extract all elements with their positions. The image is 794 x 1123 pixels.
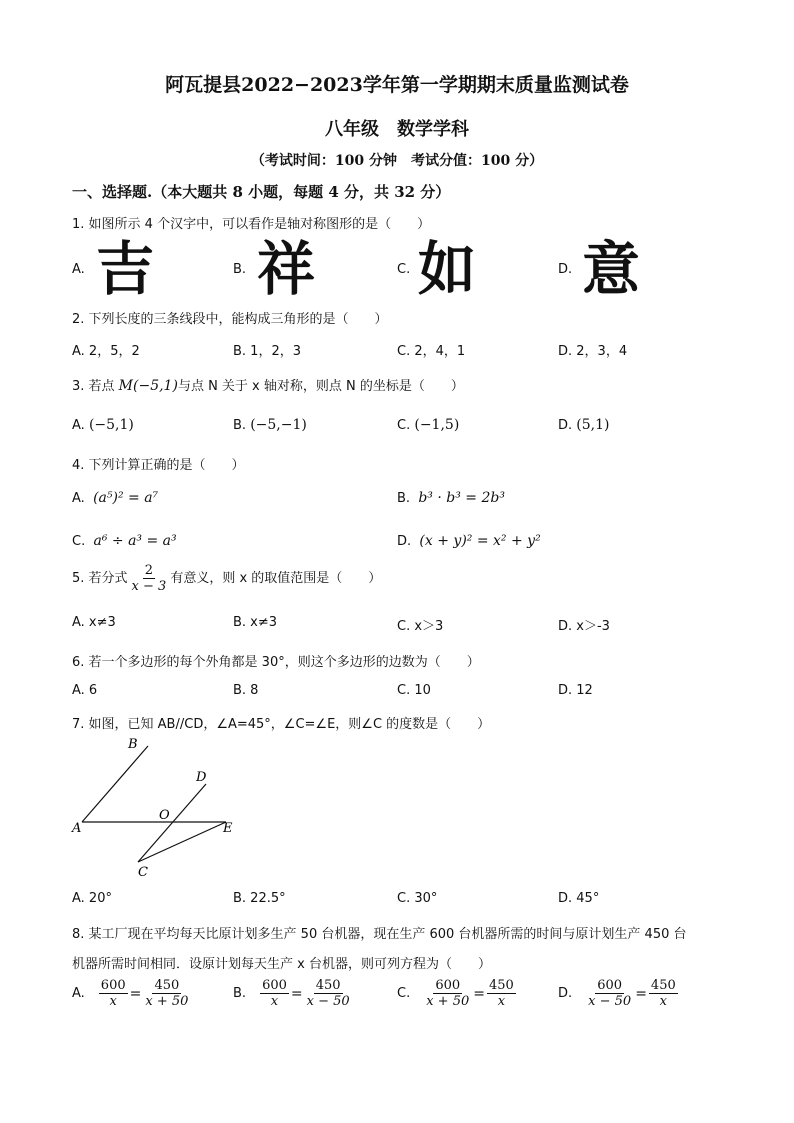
- q3-option-d: [558, 417, 610, 433]
- exam-info: （考试时间：100 分钟 考试分值：100 分）: [250, 153, 544, 169]
- denominator: x: [497, 994, 506, 1009]
- q7-option-c: C. 30°: [397, 891, 438, 906]
- q4-option-a-expr: (a⁵)² = a⁷: [93, 490, 159, 506]
- question-3-stem: [72, 375, 464, 394]
- q8-option-d: [558, 978, 680, 1009]
- segment-ce: [138, 822, 226, 862]
- equals-sign: =: [473, 985, 485, 1002]
- q4-option-d-expr: (x + y)² = x² + y²: [419, 533, 541, 549]
- q5-stem-end: 有意义，则 x 的取值范围是（ ）: [170, 571, 382, 586]
- numerator: 450: [488, 978, 514, 993]
- q8-option-a: [72, 978, 192, 1009]
- q5-fraction-numerator: 2: [144, 563, 154, 578]
- q1-option-a-char: 吉: [96, 235, 155, 303]
- numerator: 600: [435, 978, 461, 993]
- q1-option-a-label: A.: [72, 262, 85, 277]
- question-6-stem: 6. 若一个多边形的每个外角都是 30°，则这个多边形的边数为（ ）: [72, 655, 480, 670]
- q2-option-d: D. 2，3，4: [558, 344, 628, 359]
- q4-option-b-label: B.: [397, 491, 411, 506]
- q3-stem-end: 与点 N 关于 x 轴对称，则点 N 的坐标是（ ）: [177, 379, 464, 394]
- q1-option-c-char: 如: [418, 235, 477, 303]
- q3-option-b: [233, 417, 307, 433]
- q5-fraction: [130, 563, 169, 594]
- question-5-stem: [72, 563, 381, 594]
- label-a: A: [72, 821, 82, 836]
- q3-option-a-label: A.: [72, 418, 85, 433]
- question-4-stem: 4. 下列计算正确的是（ ）: [72, 458, 245, 473]
- question-2-stem: 2. 下列长度的三条线段中，能构成三角形的是（ ）: [72, 312, 388, 327]
- q8-a-left-fraction: [99, 978, 128, 1009]
- numerator: 600: [262, 978, 287, 993]
- q1-option-b-char: 祥: [257, 235, 316, 303]
- q1-option-b-label: B.: [233, 262, 247, 277]
- q8-option-d-label: D.: [558, 986, 573, 1001]
- q3-option-c-value: (−1,5): [414, 417, 460, 433]
- q4-option-c-expr: a⁶ ÷ a³ = a³: [93, 533, 177, 549]
- q3-option-a: [72, 417, 134, 433]
- question-7-stem: 7. 如图，已知 AB//CD，∠A=45°，∠C=∠E，则∠C 的度数是（ ）: [72, 717, 491, 732]
- q8-option-c: [397, 978, 518, 1009]
- q6-option-d: D. 12: [558, 683, 593, 698]
- q6-option-b: B. 8: [233, 683, 259, 698]
- numerator: 450: [154, 978, 180, 993]
- q6-option-c: C. 10: [397, 683, 431, 698]
- exam-subtitle: 八年级 数学学科: [325, 119, 469, 140]
- denominator: x: [109, 994, 117, 1009]
- q7-option-b: B. 22.5°: [233, 891, 286, 906]
- q8-option-a-label: A.: [72, 986, 85, 1001]
- q3-option-d-label: D.: [558, 418, 573, 433]
- q2-option-b: B. 1，2，3: [233, 344, 301, 359]
- q2-option-c: C. 2，4，1: [397, 344, 466, 359]
- q5-option-c: C. x＞3: [397, 619, 444, 634]
- q3-option-b-value: (−5,−1): [250, 417, 307, 433]
- denominator: x − 50: [306, 994, 350, 1009]
- question-1-stem: 1. 如图所示 4 个汉字中，可以看作是轴对称图形的是（ ）: [72, 217, 431, 232]
- q7-geometry-figure: [60, 732, 260, 882]
- q8-c-right-fraction: [487, 978, 516, 1009]
- q7-option-a: A. 20°: [72, 891, 112, 906]
- q4-option-d: [397, 533, 541, 549]
- q8-d-right-fraction: [649, 978, 678, 1009]
- q4-option-a: [72, 490, 158, 506]
- q3-point-m: M(−5,1): [118, 378, 178, 394]
- numerator: 600: [100, 978, 126, 993]
- q1-option-d-char: 意: [582, 235, 641, 303]
- denominator: x − 50: [588, 994, 632, 1009]
- q8-a-right-fraction: [143, 978, 190, 1009]
- q5-fraction-denominator: x − 3: [131, 579, 167, 594]
- q2-option-a: A. 2，5，2: [72, 344, 140, 359]
- q4-option-c: [72, 533, 177, 549]
- q6-option-a: A. 6: [72, 683, 98, 698]
- label-b: B: [128, 737, 138, 752]
- numerator: 450: [315, 978, 341, 993]
- q3-option-a-value: (−5,1): [88, 417, 134, 433]
- section-heading: 一、选择题.（本大题共 8 小题，每题 4 分，共 32 分）: [72, 183, 451, 201]
- label-d: D: [196, 770, 207, 785]
- q3-option-b-label: B.: [233, 418, 247, 433]
- segment-ab: [82, 746, 148, 822]
- q8-c-left-fraction: [424, 978, 471, 1009]
- numerator: 450: [650, 978, 676, 993]
- q3-option-c: [397, 417, 459, 433]
- q8-b-right-fraction: [305, 978, 352, 1009]
- q7-option-d: D. 45°: [558, 891, 600, 906]
- denominator: x + 50: [145, 994, 189, 1009]
- label-o: O: [159, 808, 170, 823]
- question-8-stem-line2: 机器所需时间相同．设原计划每天生产 x 台机器，则可列方程为（ ）: [72, 957, 491, 972]
- q8-option-c-label: C.: [397, 986, 411, 1001]
- q4-option-a-label: A.: [72, 491, 85, 506]
- q5-option-d: D. x＞-3: [558, 619, 610, 634]
- q5-option-b: B. x≠3: [233, 615, 278, 630]
- denominator: x + 50: [426, 994, 470, 1009]
- equals-sign: =: [635, 985, 647, 1002]
- equals-sign: =: [290, 985, 303, 1002]
- question-8-stem-line1: 8. 某工厂现在平均每天比原计划多生产 50 台机器，现在生产 600 台机器所需的时间与原计划生产 450 台: [72, 927, 687, 942]
- q5-stem-start: 5. 若分式: [72, 571, 128, 586]
- q3-stem-start: 3. 若点: [72, 379, 119, 394]
- numerator: 600: [597, 978, 623, 993]
- q4-option-b-expr: b³ · b³ = 2b³: [418, 490, 505, 506]
- q1-option-d-label: D.: [558, 262, 573, 277]
- q4-option-d-label: D.: [397, 534, 412, 549]
- q8-option-b-label: B.: [233, 986, 247, 1001]
- q1-option-c-label: C.: [397, 262, 411, 277]
- label-c: C: [138, 865, 148, 880]
- denominator: x: [270, 994, 279, 1009]
- label-e: E: [223, 821, 233, 836]
- q3-option-c-label: C.: [397, 418, 411, 433]
- equals-sign: =: [129, 985, 142, 1002]
- q4-option-c-label: C.: [72, 534, 86, 549]
- q3-option-d-value: (5,1): [576, 417, 610, 433]
- q8-d-left-fraction: [586, 978, 633, 1009]
- q5-option-a: A. x≠3: [72, 615, 116, 630]
- segment-cd: [138, 784, 206, 862]
- denominator: x: [659, 994, 667, 1009]
- exam-title: 阿瓦提县2022−2023学年第一学期期末质量监测试卷: [165, 74, 629, 96]
- q8-option-b: [233, 978, 354, 1009]
- q4-option-b: [397, 490, 505, 506]
- q8-b-left-fraction: [260, 978, 289, 1009]
